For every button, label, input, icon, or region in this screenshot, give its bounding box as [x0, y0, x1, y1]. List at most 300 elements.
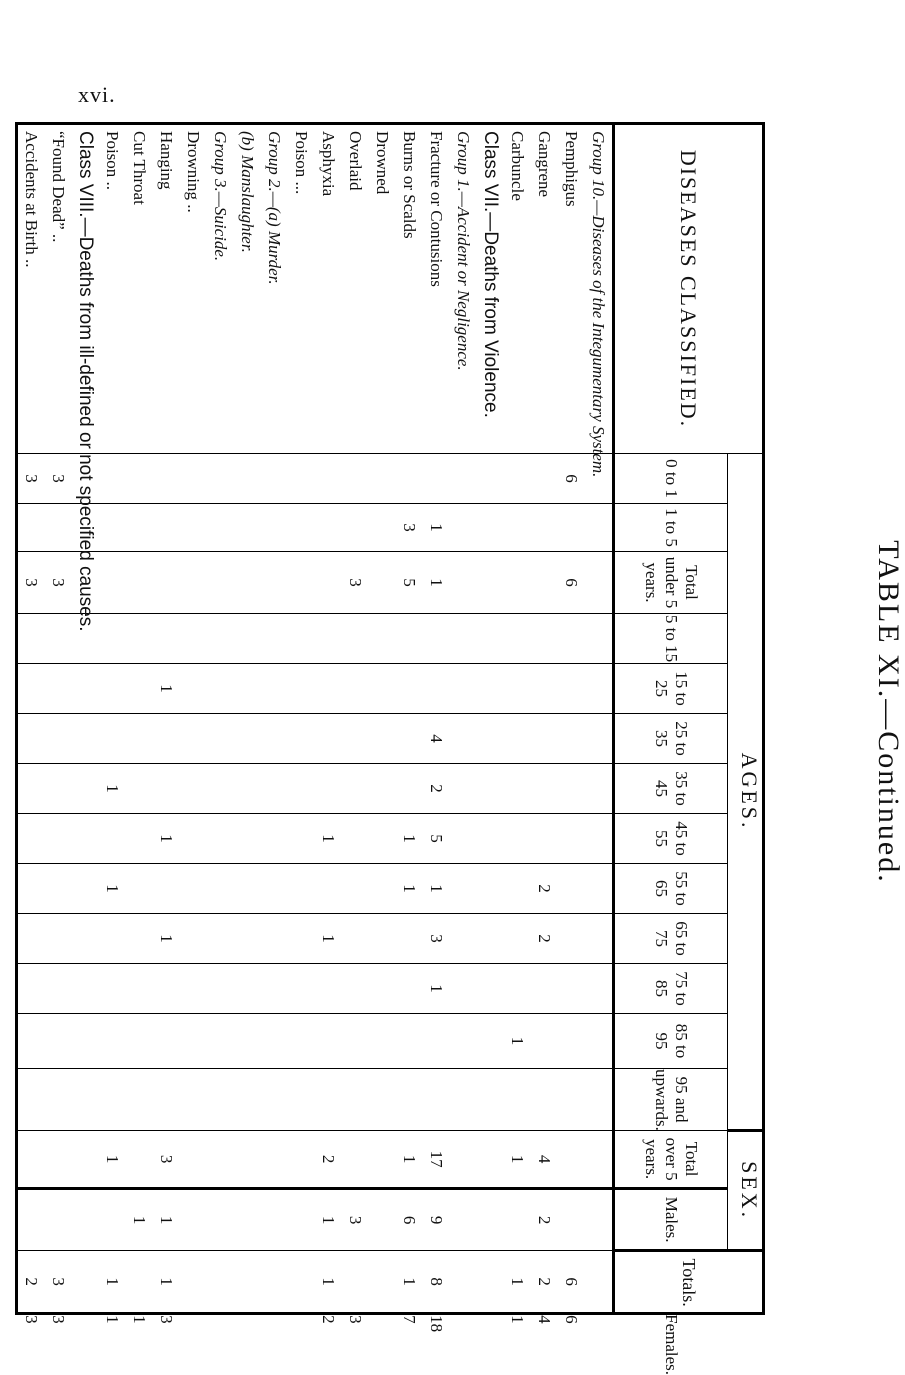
table-cell	[342, 454, 369, 504]
table-cell	[531, 964, 558, 1014]
table-cell	[450, 914, 477, 964]
table-cell	[288, 504, 315, 552]
table-cell	[477, 914, 504, 964]
table-cell: 1	[504, 1131, 531, 1189]
table-cell	[450, 552, 477, 614]
table-cell	[585, 1014, 614, 1069]
table-cell	[234, 1251, 261, 1314]
table-cell	[261, 764, 288, 814]
table-cell	[17, 1069, 46, 1131]
table-cell	[369, 454, 396, 504]
table-cell	[558, 864, 585, 914]
row-label: Fracture or Contusions	[423, 124, 450, 454]
table-cell: 1	[396, 1251, 423, 1314]
column-header: 25 to 35	[614, 714, 728, 764]
table-row: Burns or Scalds 3 5 1 1 1 6 1 7	[396, 124, 423, 1314]
table-cell	[369, 1131, 396, 1189]
row-label: Group 2.—(a) Murder.	[261, 124, 288, 454]
table-cell	[558, 664, 585, 714]
table-cell	[234, 552, 261, 614]
table-cell: 1	[504, 1251, 531, 1314]
table-cell	[315, 614, 342, 664]
rotated-table-region	[22, 122, 905, 1375]
table-cell	[234, 814, 261, 864]
table-cell	[585, 914, 614, 964]
table-cell	[153, 1014, 180, 1069]
table-row	[207, 124, 234, 1314]
table-cell: 3	[45, 454, 72, 504]
table-cell	[477, 964, 504, 1014]
table-cell	[504, 1069, 531, 1131]
table-cell	[234, 964, 261, 1014]
table-row: Accidents at Birth .. 3 3 2 3	[17, 124, 46, 1314]
table-cell	[558, 964, 585, 1014]
table-cell	[288, 914, 315, 964]
table-cell	[99, 454, 126, 504]
row-label: Burns or Scalds	[396, 124, 423, 454]
table-row	[72, 124, 99, 1314]
table-cell	[153, 614, 180, 664]
table-row	[369, 124, 396, 1314]
table-cell	[396, 714, 423, 764]
table-cell	[369, 504, 396, 552]
table-cell	[531, 664, 558, 714]
table-cell	[207, 714, 234, 764]
table-cell	[450, 614, 477, 664]
table-cell	[477, 454, 504, 504]
table-cell	[396, 454, 423, 504]
table-cell	[396, 914, 423, 964]
table-cell	[558, 1069, 585, 1131]
table-cell	[396, 1014, 423, 1069]
table-cell	[99, 914, 126, 964]
table-cell: 1	[423, 964, 450, 1014]
table-cell	[531, 1069, 558, 1131]
table-cell	[99, 1189, 126, 1251]
table-cell	[423, 1069, 450, 1131]
table-cell	[180, 814, 207, 864]
table-cell	[477, 1069, 504, 1131]
table-cell	[288, 552, 315, 614]
table-cell	[477, 1014, 504, 1069]
table-cell	[261, 614, 288, 664]
table-cell	[126, 964, 153, 1014]
table-cell	[234, 1069, 261, 1131]
row-label: “Found Dead” ..	[45, 124, 72, 454]
table-cell	[369, 814, 396, 864]
table-cell	[72, 914, 99, 964]
table-cell: 1	[153, 1189, 180, 1251]
table-cell	[504, 504, 531, 552]
table-cell: 3	[396, 504, 423, 552]
table-cell	[369, 1069, 396, 1131]
table-cell	[72, 964, 99, 1014]
table-cell	[288, 1131, 315, 1189]
table-cell	[261, 864, 288, 914]
table-cell	[450, 864, 477, 914]
table-cell: 17	[423, 1131, 450, 1189]
table-cell	[585, 504, 614, 552]
table-cell	[261, 914, 288, 964]
table-cell	[17, 864, 46, 914]
table-cell	[207, 964, 234, 1014]
table-cell: 2	[531, 864, 558, 914]
table-cell	[450, 1131, 477, 1189]
table-cell	[207, 1014, 234, 1069]
table-cell	[558, 814, 585, 864]
table-cell	[261, 814, 288, 864]
table-cell: 3	[342, 1189, 369, 1251]
table-cell	[288, 1069, 315, 1131]
table-row: Poison .. 1 1 1 1 1	[99, 124, 126, 1314]
table-cell: 1	[153, 1251, 180, 1314]
column-header: 15 to 25	[614, 664, 728, 714]
diseases-classified-header: DISEASES CLASSIFIED.	[614, 124, 764, 454]
table-cell: 3	[153, 1131, 180, 1189]
table-cell	[450, 764, 477, 814]
table-cell: 1	[126, 1189, 153, 1251]
table-cell	[207, 1131, 234, 1189]
table-cell	[17, 504, 46, 552]
column-header: 45 to 55	[614, 814, 728, 864]
row-label: Group 10.—Diseases of the Integumentary System.	[585, 124, 614, 454]
table-cell	[288, 664, 315, 714]
table-cell	[585, 764, 614, 814]
table-cell: 8	[423, 1251, 450, 1314]
table-cell	[288, 1014, 315, 1069]
table-cell: 1	[99, 1251, 126, 1314]
table-cell	[17, 664, 46, 714]
table-cell	[126, 864, 153, 914]
table-cell	[585, 614, 614, 664]
table-cell	[153, 714, 180, 764]
table-cell	[126, 814, 153, 864]
table-cell	[180, 764, 207, 814]
row-label: Class VII.—Deaths from Violence.	[477, 124, 504, 454]
table-cell: 1	[315, 1189, 342, 1251]
table-cell	[180, 504, 207, 552]
column-header: 0 to 1	[614, 454, 728, 504]
table-cell	[234, 1014, 261, 1069]
table-cell: 6	[396, 1189, 423, 1251]
column-header: 75 to 85	[614, 964, 728, 1014]
table-cell	[153, 454, 180, 504]
table-cell	[450, 664, 477, 714]
table-cell	[342, 964, 369, 1014]
table-cell: 1	[504, 1014, 531, 1069]
column-header: 1 to 5	[614, 504, 728, 552]
table-row: “Found Dead” .. 3 3 3 3	[45, 124, 72, 1314]
table-cell	[17, 1131, 46, 1189]
table-cell	[180, 552, 207, 614]
table-cell	[17, 1014, 46, 1069]
table-cell	[207, 864, 234, 914]
table-cell	[153, 1069, 180, 1131]
table-cell	[558, 614, 585, 664]
table-cell	[261, 1069, 288, 1131]
table-cell	[450, 1014, 477, 1069]
table-cell	[234, 614, 261, 664]
table-cell	[342, 1069, 369, 1131]
table-cell	[99, 964, 126, 1014]
table-cell	[45, 1014, 72, 1069]
table-cell	[315, 1014, 342, 1069]
table-cell	[558, 1014, 585, 1069]
table-cell	[396, 614, 423, 664]
row-label: Poison ...	[288, 124, 315, 454]
table-caption: TABLE XI.—Continued.	[872, 540, 905, 884]
table-cell	[126, 614, 153, 664]
table-cell	[99, 1014, 126, 1069]
table-cell: 2	[315, 1131, 342, 1189]
table-cell	[396, 1069, 423, 1131]
table-cell	[504, 864, 531, 914]
table-cell	[504, 964, 531, 1014]
table-cell	[450, 964, 477, 1014]
table-cell	[504, 814, 531, 864]
table-cell	[288, 1189, 315, 1251]
row-label: Hanging	[153, 124, 180, 454]
table-cell	[423, 614, 450, 664]
table-cell	[126, 1251, 153, 1314]
totals-header: Totals.	[614, 1251, 764, 1314]
table-cell	[72, 664, 99, 714]
table-cell: 6	[558, 454, 585, 504]
table-cell: 1	[99, 864, 126, 914]
table-cell	[99, 1069, 126, 1131]
table-cell	[126, 764, 153, 814]
table-cell	[180, 614, 207, 664]
table-cell	[126, 664, 153, 714]
table-cell	[207, 1069, 234, 1131]
table-cell	[477, 1131, 504, 1189]
table-cell	[477, 814, 504, 864]
table-cell	[234, 454, 261, 504]
table-cell	[153, 964, 180, 1014]
table-cell	[261, 504, 288, 552]
table-cell	[450, 1189, 477, 1251]
table-cell: 1	[315, 914, 342, 964]
table-cell: 1	[423, 552, 450, 614]
table-cell	[585, 814, 614, 864]
table-cell	[180, 1014, 207, 1069]
column-header: 35 to 45	[614, 764, 728, 814]
table-cell	[288, 614, 315, 664]
table-cell	[261, 552, 288, 614]
table-cell	[153, 764, 180, 814]
table-cell	[342, 764, 369, 814]
table-cell	[504, 1189, 531, 1251]
table-cell	[207, 552, 234, 614]
table-cell	[585, 1131, 614, 1189]
table-cell	[369, 1251, 396, 1314]
table-cell	[585, 1251, 614, 1314]
table-cell	[45, 1069, 72, 1131]
table-cell	[342, 1131, 369, 1189]
column-header: 65 to 75	[614, 914, 728, 964]
table-cell: 1	[153, 914, 180, 964]
table-cell	[450, 1251, 477, 1314]
table-cell: 1	[396, 814, 423, 864]
table-row: Cut Throat 1 1	[126, 124, 153, 1314]
table-row	[585, 124, 614, 1314]
column-header: Total over 5 years.	[614, 1131, 728, 1189]
table-cell	[126, 1131, 153, 1189]
table-cell	[288, 764, 315, 814]
table-row	[261, 124, 288, 1314]
table-cell	[180, 1131, 207, 1189]
table-cell	[585, 864, 614, 914]
table-cell	[72, 1014, 99, 1069]
table-cell	[342, 814, 369, 864]
table-cell	[288, 714, 315, 764]
table-cell	[180, 864, 207, 914]
row-label: Drowned	[369, 124, 396, 454]
table-cell	[504, 664, 531, 714]
table-cell	[72, 1131, 99, 1189]
table-cell	[477, 1251, 504, 1314]
row-label: Carbuncle	[504, 124, 531, 454]
row-label: (b) Manslaughter.	[234, 124, 261, 454]
table-cell	[207, 1251, 234, 1314]
table-cell: 3	[45, 552, 72, 614]
table-cell	[369, 1189, 396, 1251]
column-header: Males.	[614, 1189, 728, 1251]
table-cell: 3	[342, 552, 369, 614]
table-cell	[396, 664, 423, 714]
table-cell	[45, 964, 72, 1014]
table-cell: 5	[423, 814, 450, 864]
table-cell: 1	[423, 504, 450, 552]
table-cell	[126, 914, 153, 964]
table-cell	[531, 814, 558, 864]
table-cell	[126, 552, 153, 614]
table-cell	[234, 764, 261, 814]
row-label: Cut Throat	[126, 124, 153, 454]
table-cell	[477, 614, 504, 664]
row-label: Drowning ..	[180, 124, 207, 454]
table-cell	[342, 864, 369, 914]
table-cell	[585, 1189, 614, 1251]
table-cell	[369, 914, 396, 964]
table-cell	[153, 864, 180, 914]
table-cell	[423, 454, 450, 504]
table-cell	[234, 714, 261, 764]
table-cell	[261, 1251, 288, 1314]
table-cell	[234, 1131, 261, 1189]
table-cell	[558, 1131, 585, 1189]
table-cell: 2	[17, 1251, 46, 1314]
table-cell	[504, 764, 531, 814]
table-cell	[315, 454, 342, 504]
table-cell	[72, 814, 99, 864]
table-cell	[72, 764, 99, 814]
column-header: 5 to 15	[614, 614, 728, 664]
table-cell	[504, 614, 531, 664]
table-cell	[342, 1251, 369, 1314]
table-cell	[504, 914, 531, 964]
table-cell	[423, 1014, 450, 1069]
table-cell	[315, 552, 342, 614]
row-label: Accidents at Birth ..	[17, 124, 46, 454]
table-cell	[45, 714, 72, 764]
table-cell	[315, 764, 342, 814]
table-cell	[153, 552, 180, 614]
row-label: Group 1.—Accident or Negligence.	[450, 124, 477, 454]
table-cell	[369, 764, 396, 814]
table-cell	[126, 714, 153, 764]
table-cell	[45, 814, 72, 864]
table-cell	[17, 964, 46, 1014]
table-cell: 2	[531, 914, 558, 964]
table-cell	[396, 964, 423, 1014]
table-cell	[99, 504, 126, 552]
table-cell	[72, 864, 99, 914]
table-cell	[315, 1069, 342, 1131]
table-row: Asphyxia 1 1 2 1 1 2	[315, 124, 342, 1314]
table-cell	[342, 664, 369, 714]
table-cell	[234, 864, 261, 914]
table-cell: 4	[531, 1131, 558, 1189]
table-cell	[585, 552, 614, 614]
table-cell	[180, 1069, 207, 1131]
table-cell	[180, 454, 207, 504]
table-cell	[585, 1069, 614, 1131]
table-cell	[261, 1189, 288, 1251]
table-cell: 1	[315, 814, 342, 864]
table-cell	[234, 914, 261, 964]
table-cell	[45, 914, 72, 964]
table-cell: 1	[99, 764, 126, 814]
table-cell	[17, 1189, 46, 1251]
table-cell	[315, 504, 342, 552]
table-cell	[261, 454, 288, 504]
table-cell	[45, 864, 72, 914]
table-cell	[558, 764, 585, 814]
table-cell	[450, 814, 477, 864]
table-cell	[342, 614, 369, 664]
table-row: Hanging 1 1 1 3 1 1 3	[153, 124, 180, 1314]
table-cell	[531, 552, 558, 614]
table-cell	[531, 614, 558, 664]
table-cell	[342, 504, 369, 552]
table-cell	[72, 1251, 99, 1314]
table-cell	[207, 504, 234, 552]
table-cell: 1	[423, 864, 450, 914]
table-cell	[369, 552, 396, 614]
table-cell	[17, 714, 46, 764]
table-cell	[450, 714, 477, 764]
row-label: Poison ..	[99, 124, 126, 454]
table-cell	[72, 1069, 99, 1131]
table-row	[288, 124, 315, 1314]
table-cell	[17, 614, 46, 664]
table-row	[180, 124, 207, 1314]
table-cell	[558, 1189, 585, 1251]
table-cell	[504, 552, 531, 614]
table-cell	[369, 714, 396, 764]
table-cell	[558, 714, 585, 764]
table-cell	[369, 964, 396, 1014]
table-cell	[261, 1014, 288, 1069]
table-cell	[99, 814, 126, 864]
table-cell	[17, 814, 46, 864]
table-row: Carbuncle 1 1 1 1	[504, 124, 531, 1314]
table-cell	[99, 614, 126, 664]
table-cell: 1	[396, 864, 423, 914]
table-cell	[288, 814, 315, 864]
table-cell	[477, 1189, 504, 1251]
